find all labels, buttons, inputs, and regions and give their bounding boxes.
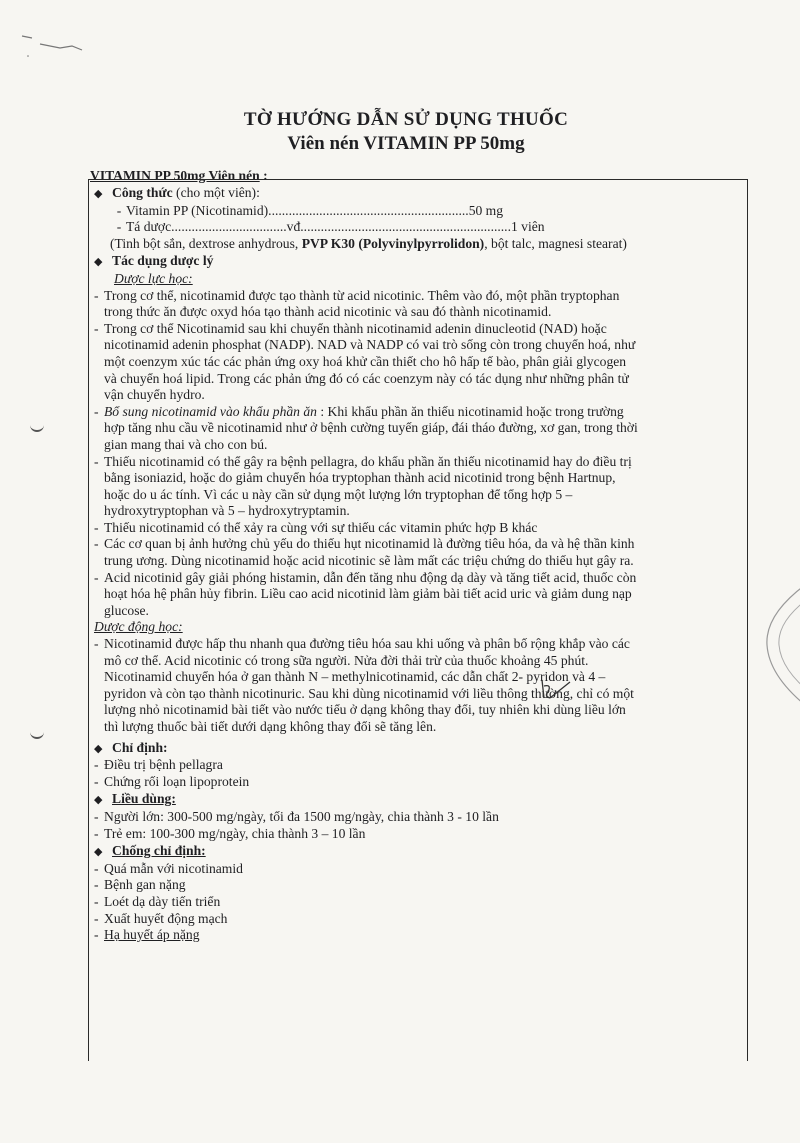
list-item-text: Quá mẫn với nicotinamid <box>104 860 243 876</box>
list-item-text: Loét dạ dày tiến triển <box>104 893 221 909</box>
dash-marker: - <box>94 536 99 552</box>
list-item-text: Bệnh gan nặng <box>104 877 186 893</box>
dash-marker: - <box>94 453 99 469</box>
list-item <box>94 861 744 878</box>
text-line: một coenzym xúc tác các phản ứng oxy hoá khử cần thiết cho hô hấp tế bào, phân giải glycogen <box>104 353 627 369</box>
document-body <box>94 184 744 944</box>
list-item <box>94 757 744 774</box>
text-line: bằng isoniazid, hoặc do giảm chuyển hóa tryptophan thành acid nicotinid trong bệnh Hartnup, <box>104 470 616 486</box>
text-line: trung ương. Dùng nicotinamid hoặc acid nicotinic sẽ làm mất các triệu chứng do thiếu hụt gây ra. <box>104 553 634 569</box>
formula-qs: vđ <box>286 219 301 235</box>
excipient-note <box>94 236 744 253</box>
paragraph <box>94 321 744 404</box>
formula-amount: 50 mg <box>468 202 504 218</box>
text-line: hydroxytryptophan và 5 – hydroxytryptamin. <box>104 503 350 519</box>
formula-ingredient: Vitamin PP (Nicotinamid) <box>126 202 269 218</box>
title-line-2: Viên nén VITAMIN PP 50mg <box>287 133 525 154</box>
text-line: hoặc do u ác tính. Vì các u này cần sử dụng một lượng lớn tryptophan để tổng hợp 5 – <box>104 486 573 502</box>
leader-dots: ........................................................... <box>268 202 469 218</box>
list-item <box>94 809 744 826</box>
section-title: Chống chỉ định: <box>112 843 206 859</box>
dash-marker: - <box>116 219 122 235</box>
list-item <box>94 826 744 843</box>
text-line: lượng nhỏ nicotinamid bài tiết vào nước tiểu ở dạng không thay đổi, tuy nhiên khi dùng liều lớn <box>104 702 626 718</box>
formula-amount: 1 viên <box>510 219 545 235</box>
diamond-bullet-icon: ◆ <box>94 188 103 200</box>
subheading-duoc-dong-hoc: Dược động học: <box>94 619 183 635</box>
section-chi-dinh <box>94 740 744 758</box>
document-title <box>0 108 800 156</box>
diamond-bullet-icon: ◆ <box>94 256 103 269</box>
text-line: hoạt hóa hệ phân hủy fibrin. Liều cao acid nicotinid làm giảm bài tiết acid uric và giảm dung nạp <box>104 586 632 602</box>
dash-marker: - <box>94 569 99 585</box>
product-heading-text: VITAMIN PP 50mg Viên nén <box>90 168 260 183</box>
subheading-duoc-luc-hoc: Dược lực học: <box>114 270 193 286</box>
dash-marker: - <box>94 519 99 535</box>
text-line <box>104 404 744 421</box>
product-heading-suffix: : <box>259 168 268 183</box>
text-line: thì lượng thuốc bài tiết dưới dạng không thay đổi sẽ tăng lên. <box>104 719 437 734</box>
section-title: Công thức <box>112 185 173 200</box>
text-line: Thiếu nicotinamid có thể xảy ra cùng với sự thiếu các vitamin phức hợp B khác <box>104 519 538 535</box>
dash-marker: - <box>94 825 99 841</box>
text-fragment: Khi khẩu phần ăn thiếu nicotinamid hoặc trong trường <box>327 403 624 419</box>
list-item <box>94 911 744 928</box>
dash-marker: - <box>94 773 99 789</box>
list-item-text: Trẻ em: 100-300 mg/ngày, chia thành 3 – 10 lần <box>104 825 366 841</box>
list-item <box>94 774 744 791</box>
list-item <box>94 927 744 944</box>
leader-dots: .............................................................. <box>300 219 511 235</box>
text-line: Trong cơ thể, nicotinamid được tạo thành từ acid nicotinic. Thêm vào đó, một phần tryptophan <box>104 287 620 303</box>
stamp-edge-icon <box>755 575 800 715</box>
section-title: Tác dụng dược lý <box>112 253 214 269</box>
list-item-text: Điều trị bệnh pellagra <box>104 757 223 773</box>
paragraph <box>94 536 744 569</box>
diamond-bullet-icon: ◆ <box>94 742 103 755</box>
dash-marker: - <box>94 927 99 943</box>
leader-dots: .................................. <box>171 219 287 235</box>
initials-signature-icon <box>536 676 576 706</box>
section-title: Chỉ định: <box>112 739 168 755</box>
scan-mark <box>20 30 90 60</box>
text-line: hợp tăng nhu cầu về nicotinamid như ở bệnh cường tuyến giáp, đái tháo đường, xơ gan, trong thời <box>104 420 638 436</box>
section-cong-thuc <box>94 185 744 203</box>
paragraph <box>94 636 744 736</box>
paragraph <box>94 288 744 321</box>
dash-marker: - <box>116 202 122 218</box>
section-tac-dung <box>94 253 744 271</box>
list-item-text: Xuất huyết động mạch <box>104 910 228 926</box>
punch-hole-mark <box>30 420 44 432</box>
text-line: vận chuyển hydro. <box>104 387 205 403</box>
text-line: và chuyển hoá lipid. Trong các phản ứng đó có các coenzym này có tác dụng như những phân tử <box>104 370 629 386</box>
dash-marker: - <box>94 808 99 824</box>
dash-marker: - <box>94 860 99 876</box>
text-line: pyridon và còn tạo thành nicotinuric. Sau khi dùng nicotinamid với liều thông thường, chỉ có một <box>104 685 634 701</box>
text-line: Acid nicotinid gây giải phóng histamin, dẫn đến tăng nhu động dạ dày và tăng tiết acid, thuốc còn <box>104 569 637 585</box>
dash-marker: - <box>94 893 99 909</box>
paragraph <box>94 520 744 537</box>
text-line: Thiếu nicotinamid có thể gây ra bệnh pellagra, do khẩu phần ăn thiếu nicotinamid hay do điều trị <box>104 453 632 469</box>
list-item <box>94 877 744 894</box>
dash-marker: - <box>94 287 99 303</box>
text-line: trong thức ăn được oxyd hóa tạo thành acid nicotinic và sau đó thành nicotinamid. <box>104 304 552 320</box>
section-chong-chi-dinh <box>94 843 744 861</box>
formula-row <box>94 219 744 236</box>
note-bold: PVP K30 (Polyvinylpyrrolidon) <box>301 235 485 251</box>
dash-marker: - <box>94 320 99 336</box>
text-line: Trong cơ thể Nicotinamid sau khi chuyển thành nicotinamid adenin dinucleotid (NAD) hoặc <box>104 320 607 336</box>
paragraph <box>94 404 744 454</box>
text-line: nicotinamid adenin phosphat (NADP). NAD và NADP có vai trò sống còn trong chuyển hoá, như <box>104 337 636 353</box>
note-text: (Tinh bột sắn, dextrose anhydrous, <box>110 235 302 251</box>
text-line: Nicotinamid chuyển hóa ở gan thành N – methylnicotinamid, các dẫn chất 2- pyridon và 4 – <box>104 669 606 685</box>
dash-marker: - <box>94 910 99 926</box>
separator: : <box>316 403 328 419</box>
section-title-suffix: (cho một viên): <box>172 185 260 200</box>
dash-marker: - <box>94 403 99 419</box>
text-line: Nicotinamid được hấp thu nhanh qua đường tiêu hóa sau khi uống và phân bố rộng khắp vào các <box>104 636 630 652</box>
text-line: mô cơ thể. Acid nicotinic có trong sữa người. Nửa đời thải trừ của thuốc khoảng 45 phút. <box>104 652 589 668</box>
list-item-text: Chứng rối loạn lipoprotein <box>104 773 250 789</box>
diamond-bullet-icon: ◆ <box>94 846 103 859</box>
list-item <box>94 894 744 911</box>
list-item-text: Hạ huyết áp nặng <box>104 927 200 943</box>
text-line: glucose. <box>104 602 149 618</box>
section-lieu-dung <box>94 791 744 809</box>
title-line-1: TỜ HƯỚNG DẪN SỬ DỤNG THUỐC <box>243 109 569 130</box>
section-title: Liều dùng: <box>112 791 176 807</box>
text-line: Các cơ quan bị ảnh hưởng chủ yếu do thiếu hụt nicotinamid là đường tiêu hóa, da và hệ thần kinh <box>104 536 635 552</box>
paragraph <box>94 454 744 520</box>
list-item-text: Người lớn: 300-500 mg/ngày, tối đa 1500 mg/ngày, chia thành 3 - 10 lần <box>104 808 499 824</box>
dash-marker: - <box>94 757 99 773</box>
dash-marker: - <box>94 636 99 652</box>
note-text: , bột talc, magnesi stearat) <box>484 235 627 251</box>
dash-marker: - <box>94 877 99 893</box>
formula-ingredient: Tá dược <box>126 219 172 235</box>
paragraph <box>94 570 744 620</box>
diamond-bullet-icon: ◆ <box>94 794 103 807</box>
italic-lead: Bổ sung nicotinamid vào khẩu phần ăn <box>104 403 317 419</box>
text-line: gian mang thai và cho con bú. <box>104 436 268 452</box>
formula-row <box>94 203 744 220</box>
punch-hole-mark <box>30 727 44 739</box>
